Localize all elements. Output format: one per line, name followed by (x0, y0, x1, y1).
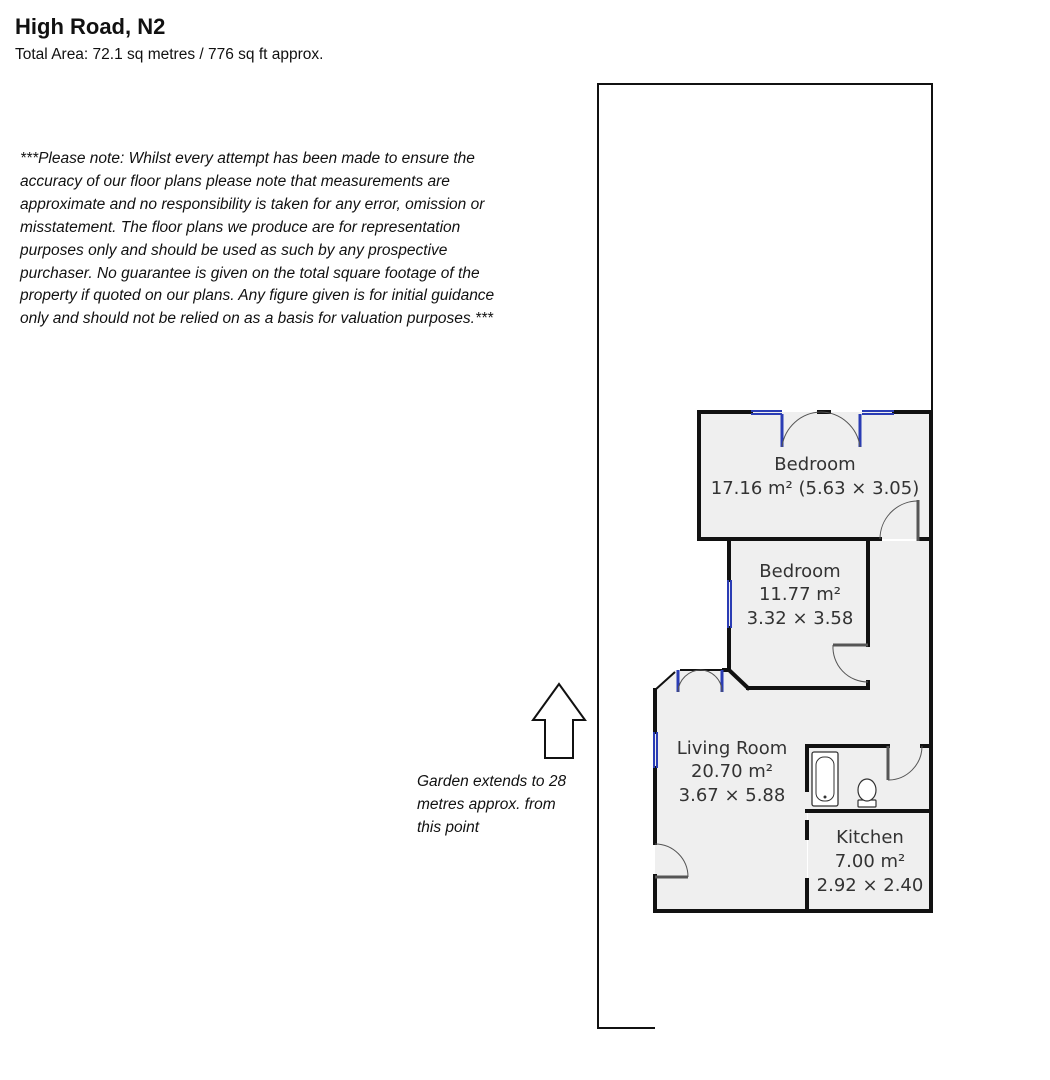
room-area: 7.00 m² (834, 851, 906, 872)
room-area: 20.70 m² (690, 761, 774, 782)
room-dimensions: 3.32 × 3.58 (746, 608, 854, 629)
disclaimer-note: ***Please note: Whilst every attempt has been made to ensure the accuracy of our floor plans please note that measurements are approximate and no responsibility is taken for any error, omission or misstatement. The floor plans we produce are for representation purposes only and should be used as such by any prospective purchaser. No guarantee is given on the total square footage of the property if quoted on our plans. Any figure given is for initial guidance only and should not be relied on as a basis for valuation purposes.*** (20, 150, 495, 328)
room-area: 11.77 m² (758, 584, 842, 605)
room-living (677, 738, 788, 806)
room-dimensions: 17.16 m² (5.63 × 3.05) (710, 478, 920, 499)
garden-note: Garden extends to 28 metres approx. from this point (417, 773, 567, 836)
room-name: Living Room (676, 738, 788, 759)
bathtub-icon (812, 752, 838, 806)
up-arrow-icon (533, 684, 585, 758)
room-name: Bedroom (774, 454, 856, 475)
total-area: Total Area: 72.1 sq metres / 776 sq ft approx. (15, 46, 324, 63)
room-name: Kitchen (836, 827, 904, 848)
room-bedroom-2 (747, 561, 854, 629)
page-title: High Road, N2 (15, 14, 166, 39)
room-dimensions: 3.67 × 5.88 (678, 785, 786, 806)
room-dimensions: 2.92 × 2.40 (816, 875, 924, 896)
toilet-icon (858, 779, 876, 807)
room-name: Bedroom (759, 561, 841, 582)
